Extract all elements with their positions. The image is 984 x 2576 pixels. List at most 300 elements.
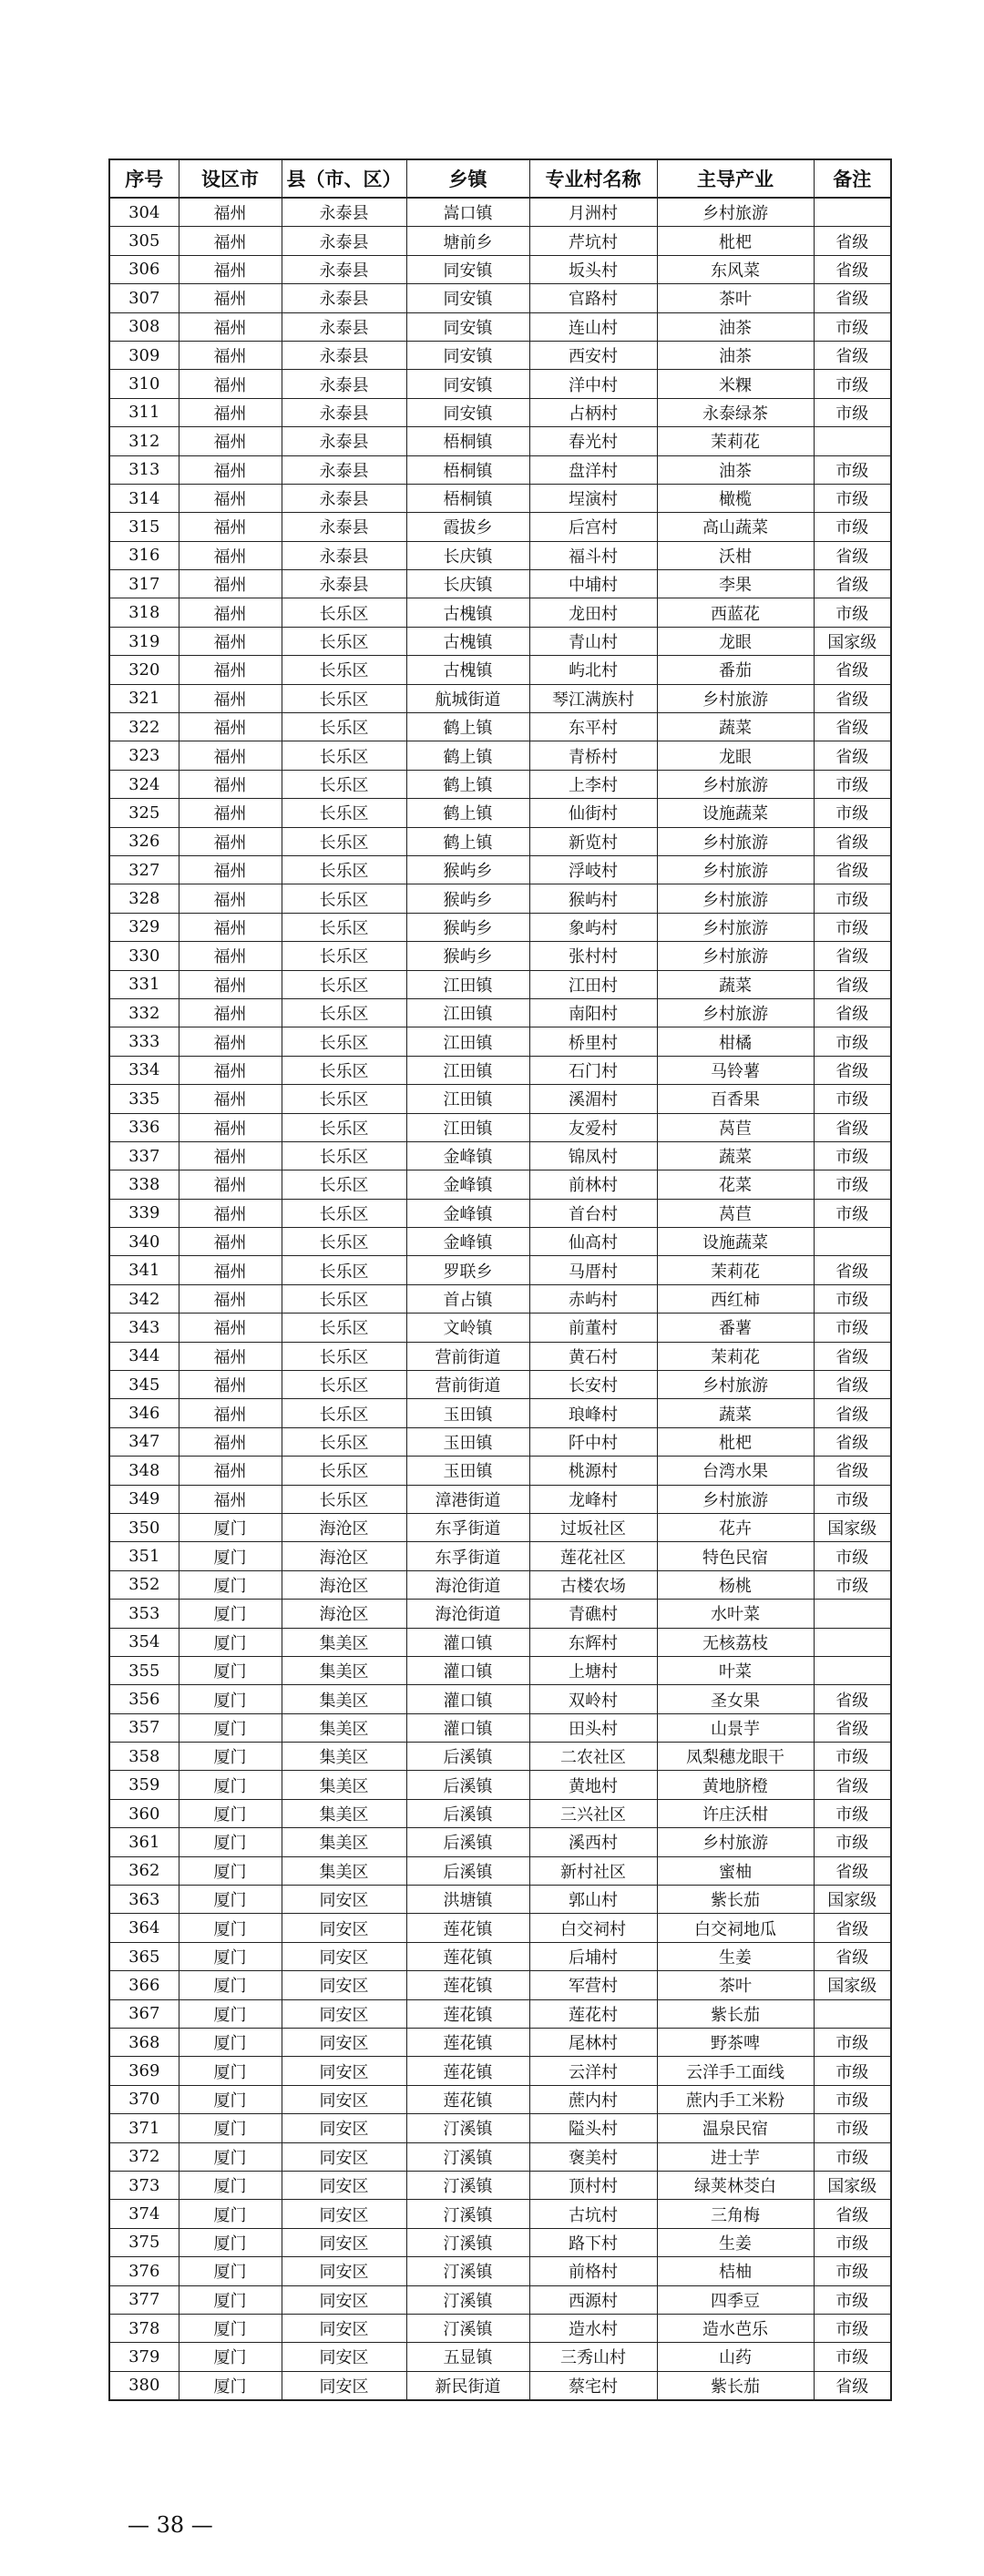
cell-index: 305 xyxy=(109,227,179,255)
cell-note: 市级 xyxy=(814,398,891,426)
cell-village: 阡中村 xyxy=(529,1427,657,1456)
cell-industry: 绿荚林茭白 xyxy=(657,2171,814,2199)
cell-city: 厦门 xyxy=(179,2029,282,2057)
cell-town: 莲花镇 xyxy=(406,1914,529,1942)
table-row xyxy=(109,1228,891,1256)
cell-town: 灌口镇 xyxy=(406,1685,529,1713)
cell-county: 永泰县 xyxy=(282,284,406,312)
cell-industry: 乡村旅游 xyxy=(657,1371,814,1399)
cell-village: 屿北村 xyxy=(529,656,657,684)
cell-index: 308 xyxy=(109,312,179,341)
table-row xyxy=(109,598,891,627)
table-row xyxy=(109,2343,891,2371)
table-row xyxy=(109,1141,891,1170)
cell-county: 长乐区 xyxy=(282,684,406,712)
cell-city: 福州 xyxy=(179,484,282,512)
cell-note: 省级 xyxy=(814,855,891,884)
cell-town: 汀溪镇 xyxy=(406,2285,529,2314)
cell-index: 322 xyxy=(109,713,179,741)
cell-town: 灌口镇 xyxy=(406,1713,529,1742)
cell-industry: 凤梨穗龙眼干 xyxy=(657,1743,814,1771)
cell-town: 汀溪镇 xyxy=(406,2114,529,2142)
cell-note: 市级 xyxy=(814,2257,891,2285)
cell-town: 洪塘镇 xyxy=(406,1886,529,1914)
cell-city: 福州 xyxy=(179,312,282,341)
cell-town: 玉田镇 xyxy=(406,1427,529,1456)
cell-town: 汀溪镇 xyxy=(406,2200,529,2228)
table-row xyxy=(109,255,891,283)
cell-index: 366 xyxy=(109,1971,179,1999)
cell-county: 永泰县 xyxy=(282,484,406,512)
cell-index: 325 xyxy=(109,799,179,827)
cell-index: 327 xyxy=(109,855,179,884)
cell-county: 长乐区 xyxy=(282,770,406,798)
cell-note: 市级 xyxy=(814,913,891,941)
cell-village: 尾林村 xyxy=(529,2029,657,2057)
cell-town: 首占镇 xyxy=(406,1284,529,1313)
cell-village: 连山村 xyxy=(529,312,657,341)
cell-note: 省级 xyxy=(814,1713,891,1742)
cell-city: 福州 xyxy=(179,284,282,312)
cell-village: 月洲村 xyxy=(529,198,657,227)
cell-industry: 番薯 xyxy=(657,1314,814,1342)
cell-city: 福州 xyxy=(179,598,282,627)
cell-city: 厦门 xyxy=(179,1828,282,1856)
cell-industry: 乡村旅游 xyxy=(657,998,814,1027)
cell-note: 省级 xyxy=(814,1685,891,1713)
cell-town: 长庆镇 xyxy=(406,541,529,569)
cell-city: 福州 xyxy=(179,1485,282,1513)
cell-village: 田头村 xyxy=(529,1713,657,1742)
cell-note: 省级 xyxy=(814,1113,891,1141)
cell-industry: 西蓝花 xyxy=(657,598,814,627)
cell-city: 厦门 xyxy=(179,1999,282,2028)
cell-note: 省级 xyxy=(814,741,891,770)
cell-note: 国家级 xyxy=(814,2171,891,2199)
cell-town: 梧桐镇 xyxy=(406,455,529,484)
cell-city: 厦门 xyxy=(179,2142,282,2171)
cell-city: 厦门 xyxy=(179,2314,282,2342)
cell-industry: 无核荔枝 xyxy=(657,1628,814,1656)
cell-note: 省级 xyxy=(814,970,891,998)
cell-note: 市级 xyxy=(814,799,891,827)
cell-village: 二农社区 xyxy=(529,1743,657,1771)
cell-index: 335 xyxy=(109,1085,179,1113)
cell-index: 361 xyxy=(109,1828,179,1856)
cell-county: 长乐区 xyxy=(282,1427,406,1456)
cell-town: 漳港街道 xyxy=(406,1485,529,1513)
cell-city: 福州 xyxy=(179,427,282,455)
cell-note: 市级 xyxy=(814,2343,891,2371)
cell-village: 郭山村 xyxy=(529,1886,657,1914)
cell-village: 前林村 xyxy=(529,1170,657,1199)
cell-index: 340 xyxy=(109,1228,179,1256)
cell-county: 同安区 xyxy=(282,2285,406,2314)
cell-index: 356 xyxy=(109,1685,179,1713)
cell-village: 双岭村 xyxy=(529,1685,657,1713)
cell-county: 长乐区 xyxy=(282,942,406,970)
cell-industry: 沃柑 xyxy=(657,541,814,569)
cell-county: 永泰县 xyxy=(282,513,406,541)
header-industry: 主导产业 xyxy=(657,159,814,198)
cell-town: 汀溪镇 xyxy=(406,2142,529,2171)
table-row xyxy=(109,1256,891,1284)
cell-village: 青桥村 xyxy=(529,741,657,770)
table-row xyxy=(109,1113,891,1141)
cell-industry: 蔬菜 xyxy=(657,1141,814,1170)
cell-town: 猴屿乡 xyxy=(406,942,529,970)
cell-index: 314 xyxy=(109,484,179,512)
cell-village: 溪西村 xyxy=(529,1828,657,1856)
cell-village: 白交祠村 xyxy=(529,1914,657,1942)
cell-village: 马厝村 xyxy=(529,1256,657,1284)
cell-industry: 茉莉花 xyxy=(657,1256,814,1284)
cell-village: 首台村 xyxy=(529,1199,657,1227)
cell-industry: 设施蔬菜 xyxy=(657,1228,814,1256)
cell-index: 312 xyxy=(109,427,179,455)
cell-note: 市级 xyxy=(814,770,891,798)
cell-city: 厦门 xyxy=(179,1628,282,1656)
cell-index: 350 xyxy=(109,1513,179,1541)
cell-city: 福州 xyxy=(179,1371,282,1399)
cell-industry: 乡村旅游 xyxy=(657,770,814,798)
cell-town: 汀溪镇 xyxy=(406,2228,529,2256)
table-row xyxy=(109,741,891,770)
table-row xyxy=(109,1771,891,1799)
cell-industry: 柑橘 xyxy=(657,1027,814,1056)
cell-index: 354 xyxy=(109,1628,179,1656)
cell-village: 猴屿村 xyxy=(529,884,657,913)
cell-town: 嵩口镇 xyxy=(406,198,529,227)
cell-county: 同安区 xyxy=(282,2114,406,2142)
cell-village: 桥里村 xyxy=(529,1027,657,1056)
table-row xyxy=(109,1399,891,1427)
cell-city: 福州 xyxy=(179,341,282,369)
table-row xyxy=(109,1056,891,1084)
cell-town: 汀溪镇 xyxy=(406,2171,529,2199)
cell-note: 省级 xyxy=(814,1371,891,1399)
cell-town: 鹤上镇 xyxy=(406,741,529,770)
cell-city: 福州 xyxy=(179,1170,282,1199)
cell-city: 福州 xyxy=(179,1399,282,1427)
cell-county: 集美区 xyxy=(282,1656,406,1684)
cell-county: 同安区 xyxy=(282,2057,406,2085)
cell-industry: 生姜 xyxy=(657,2228,814,2256)
cell-city: 厦门 xyxy=(179,1513,282,1541)
cell-index: 370 xyxy=(109,2085,179,2113)
cell-village: 蔗内村 xyxy=(529,2085,657,2113)
table-body xyxy=(109,198,891,2400)
cell-town: 后溪镇 xyxy=(406,1771,529,1799)
cell-town: 鹤上镇 xyxy=(406,827,529,855)
table-row xyxy=(109,656,891,684)
cell-county: 长乐区 xyxy=(282,913,406,941)
cell-village: 芹坑村 xyxy=(529,227,657,255)
cell-town: 航城街道 xyxy=(406,684,529,712)
cell-index: 324 xyxy=(109,770,179,798)
cell-city: 福州 xyxy=(179,884,282,913)
cell-town: 后溪镇 xyxy=(406,1828,529,1856)
cell-city: 福州 xyxy=(179,513,282,541)
cell-town: 金峰镇 xyxy=(406,1199,529,1227)
table-row xyxy=(109,627,891,655)
header-index: 序号 xyxy=(109,159,179,198)
table-row xyxy=(109,541,891,569)
cell-county: 同安区 xyxy=(282,1971,406,1999)
table-row xyxy=(109,684,891,712)
cell-note: 市级 xyxy=(814,2314,891,2342)
cell-index: 376 xyxy=(109,2257,179,2285)
cell-town: 金峰镇 xyxy=(406,1141,529,1170)
cell-index: 377 xyxy=(109,2285,179,2314)
cell-industry: 白交祠地瓜 xyxy=(657,1914,814,1942)
cell-industry: 蔬菜 xyxy=(657,713,814,741)
cell-note: 市级 xyxy=(814,1542,891,1570)
cell-industry: 山药 xyxy=(657,2343,814,2371)
cell-note: 省级 xyxy=(814,284,891,312)
cell-index: 339 xyxy=(109,1199,179,1227)
cell-note: 国家级 xyxy=(814,1513,891,1541)
cell-industry: 山景芋 xyxy=(657,1713,814,1742)
cell-city: 厦门 xyxy=(179,2171,282,2199)
cell-city: 福州 xyxy=(179,570,282,598)
cell-village: 盘洋村 xyxy=(529,455,657,484)
cell-industry: 油茶 xyxy=(657,455,814,484)
cell-village: 赤屿村 xyxy=(529,1284,657,1313)
cell-industry: 枇杷 xyxy=(657,1427,814,1456)
cell-county: 长乐区 xyxy=(282,1085,406,1113)
cell-county: 长乐区 xyxy=(282,1113,406,1141)
cell-city: 厦门 xyxy=(179,1914,282,1942)
cell-city: 福州 xyxy=(179,1427,282,1456)
cell-county: 长乐区 xyxy=(282,1199,406,1227)
cell-note: 市级 xyxy=(814,1799,891,1827)
cell-note xyxy=(814,198,891,227)
cell-city: 厦门 xyxy=(179,1542,282,1570)
cell-index: 326 xyxy=(109,827,179,855)
table-row xyxy=(109,884,891,913)
table-row xyxy=(109,1914,891,1942)
cell-town: 海沧街道 xyxy=(406,1600,529,1628)
cell-industry: 橄榄 xyxy=(657,484,814,512)
cell-city: 福州 xyxy=(179,1027,282,1056)
cell-village: 官路村 xyxy=(529,284,657,312)
cell-city: 福州 xyxy=(179,1056,282,1084)
table-row xyxy=(109,1799,891,1827)
cell-county: 长乐区 xyxy=(282,970,406,998)
cell-village: 新村社区 xyxy=(529,1856,657,1885)
cell-village: 石门村 xyxy=(529,1056,657,1084)
cell-index: 304 xyxy=(109,198,179,227)
cell-city: 福州 xyxy=(179,541,282,569)
cell-note: 市级 xyxy=(814,2228,891,2256)
cell-county: 永泰县 xyxy=(282,455,406,484)
cell-index: 317 xyxy=(109,570,179,598)
cell-industry: 乡村旅游 xyxy=(657,198,814,227)
cell-county: 集美区 xyxy=(282,1685,406,1713)
cell-county: 长乐区 xyxy=(282,884,406,913)
table-row xyxy=(109,1542,891,1570)
cell-village: 张村村 xyxy=(529,942,657,970)
cell-note: 省级 xyxy=(814,1457,891,1485)
cell-index: 313 xyxy=(109,455,179,484)
cell-village: 古坑村 xyxy=(529,2200,657,2228)
cell-town: 同安镇 xyxy=(406,341,529,369)
table-row xyxy=(109,2285,891,2314)
cell-note: 市级 xyxy=(814,513,891,541)
table-row xyxy=(109,341,891,369)
cell-industry: 桔柚 xyxy=(657,2257,814,2285)
cell-index: 343 xyxy=(109,1314,179,1342)
table-row xyxy=(109,570,891,598)
cell-city: 厦门 xyxy=(179,1713,282,1742)
cell-note: 省级 xyxy=(814,1942,891,1970)
cell-city: 厦门 xyxy=(179,2371,282,2400)
cell-note: 市级 xyxy=(814,1141,891,1170)
cell-county: 永泰县 xyxy=(282,255,406,283)
cell-town: 后溪镇 xyxy=(406,1799,529,1827)
cell-county: 长乐区 xyxy=(282,1228,406,1256)
cell-county: 海沧区 xyxy=(282,1513,406,1541)
cell-city: 福州 xyxy=(179,1085,282,1113)
cell-index: 358 xyxy=(109,1743,179,1771)
cell-note: 市级 xyxy=(814,598,891,627)
header-note: 备注 xyxy=(814,159,891,198)
cell-county: 长乐区 xyxy=(282,627,406,655)
cell-village: 莲花村 xyxy=(529,1999,657,2028)
cell-note: 省级 xyxy=(814,341,891,369)
cell-industry: 蜜柚 xyxy=(657,1856,814,1885)
cell-industry: 东风菜 xyxy=(657,255,814,283)
table-row xyxy=(109,1342,891,1370)
cell-industry: 乡村旅游 xyxy=(657,884,814,913)
cell-county: 长乐区 xyxy=(282,1256,406,1284)
cell-village: 福斗村 xyxy=(529,541,657,569)
cell-city: 福州 xyxy=(179,255,282,283)
cell-village: 长安村 xyxy=(529,1371,657,1399)
cell-note: 省级 xyxy=(814,942,891,970)
cell-village: 洋中村 xyxy=(529,370,657,398)
cell-industry: 造水芭乐 xyxy=(657,2314,814,2342)
cell-industry: 叶菜 xyxy=(657,1656,814,1684)
cell-town: 汀溪镇 xyxy=(406,2314,529,2342)
cell-village: 龙峰村 xyxy=(529,1485,657,1513)
cell-city: 厦门 xyxy=(179,2285,282,2314)
cell-village: 桃源村 xyxy=(529,1457,657,1485)
cell-note: 市级 xyxy=(814,2285,891,2314)
cell-village: 三兴社区 xyxy=(529,1799,657,1827)
table-row xyxy=(109,284,891,312)
cell-note: 市级 xyxy=(814,884,891,913)
cell-town: 霞拔乡 xyxy=(406,513,529,541)
cell-village: 顶村村 xyxy=(529,2171,657,2199)
cell-village: 莲花社区 xyxy=(529,1542,657,1570)
cell-town: 金峰镇 xyxy=(406,1228,529,1256)
cell-city: 福州 xyxy=(179,656,282,684)
cell-village: 古楼农场 xyxy=(529,1570,657,1599)
cell-note: 国家级 xyxy=(814,627,891,655)
cell-industry: 蔬菜 xyxy=(657,970,814,998)
cell-note: 省级 xyxy=(814,998,891,1027)
header-town: 乡镇 xyxy=(406,159,529,198)
table-row xyxy=(109,370,891,398)
cell-note: 市级 xyxy=(814,1828,891,1856)
cell-city: 福州 xyxy=(179,855,282,884)
cell-village: 坂头村 xyxy=(529,255,657,283)
table-row xyxy=(109,1942,891,1970)
cell-note: 省级 xyxy=(814,1256,891,1284)
cell-village: 溪湄村 xyxy=(529,1085,657,1113)
cell-village: 西安村 xyxy=(529,341,657,369)
cell-county: 永泰县 xyxy=(282,427,406,455)
table-row xyxy=(109,1656,891,1684)
cell-county: 海沧区 xyxy=(282,1570,406,1599)
table-row xyxy=(109,1085,891,1113)
table-row xyxy=(109,1027,891,1056)
table-row xyxy=(109,2200,891,2228)
cell-note xyxy=(814,1628,891,1656)
cell-county: 长乐区 xyxy=(282,998,406,1027)
cell-index: 310 xyxy=(109,370,179,398)
cell-index: 333 xyxy=(109,1027,179,1056)
table-row xyxy=(109,2257,891,2285)
cell-note: 省级 xyxy=(814,227,891,255)
cell-city: 厦门 xyxy=(179,1685,282,1713)
table-row xyxy=(109,770,891,798)
table-row xyxy=(109,227,891,255)
cell-index: 375 xyxy=(109,2228,179,2256)
cell-town: 古槐镇 xyxy=(406,627,529,655)
table-row xyxy=(109,2085,891,2113)
cell-town: 猴屿乡 xyxy=(406,884,529,913)
cell-county: 永泰县 xyxy=(282,312,406,341)
cell-town: 灌口镇 xyxy=(406,1656,529,1684)
table-row xyxy=(109,1713,891,1742)
cell-index: 344 xyxy=(109,1342,179,1370)
cell-industry: 油茶 xyxy=(657,312,814,341)
cell-county: 集美区 xyxy=(282,1828,406,1856)
cell-index: 347 xyxy=(109,1427,179,1456)
cell-county: 长乐区 xyxy=(282,1170,406,1199)
cell-city: 福州 xyxy=(179,455,282,484)
cell-index: 364 xyxy=(109,1914,179,1942)
cell-city: 福州 xyxy=(179,370,282,398)
cell-index: 362 xyxy=(109,1856,179,1885)
cell-county: 同安区 xyxy=(282,1886,406,1914)
cell-note: 市级 xyxy=(814,1085,891,1113)
table-row xyxy=(109,1314,891,1342)
table-row xyxy=(109,1685,891,1713)
cell-note: 省级 xyxy=(814,2200,891,2228)
cell-note: 市级 xyxy=(814,1485,891,1513)
cell-village: 过坂社区 xyxy=(529,1513,657,1541)
cell-industry: 茶叶 xyxy=(657,284,814,312)
cell-county: 同安区 xyxy=(282,1999,406,2028)
cell-village: 琴江满族村 xyxy=(529,684,657,712)
cell-index: 307 xyxy=(109,284,179,312)
cell-industry: 番茄 xyxy=(657,656,814,684)
cell-village: 占柄村 xyxy=(529,398,657,426)
table-header-row xyxy=(109,159,891,198)
cell-city: 福州 xyxy=(179,1284,282,1313)
cell-note: 市级 xyxy=(814,1170,891,1199)
cell-county: 同安区 xyxy=(282,1914,406,1942)
cell-village: 锦凤村 xyxy=(529,1141,657,1170)
cell-note: 市级 xyxy=(814,2142,891,2171)
cell-county: 长乐区 xyxy=(282,1371,406,1399)
cell-town: 莲花镇 xyxy=(406,1999,529,2028)
cell-index: 318 xyxy=(109,598,179,627)
